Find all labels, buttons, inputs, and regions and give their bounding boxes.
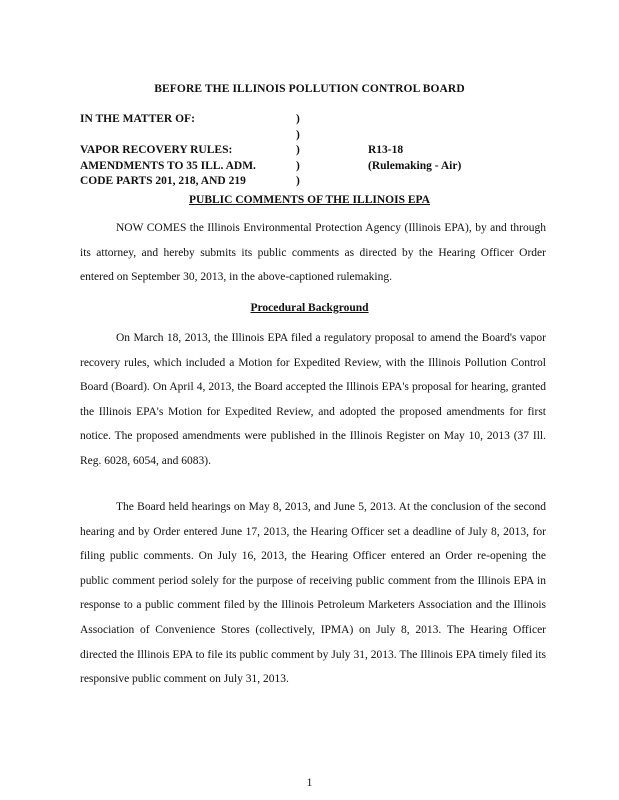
caption-paren: ): [296, 175, 300, 187]
caption-paren: ): [296, 128, 300, 141]
caption-left: VAPOR RECOVERY RULES:: [80, 144, 233, 156]
board-title: BEFORE THE ILLINOIS POLLUTION CONTROL BOARD: [154, 83, 465, 95]
page-number: 1: [306, 777, 313, 789]
paragraph: The Board held hearings on May 8, 2013, and June 5, 2013. At the conclusion of the second hearing and by Order entered June 17, 2013, the Hearing Officer set a deadline of July 8, 2013, for filing public comments. On July 16, 2013, the Hearing Officer entered an Order re-opening the public comment period solely for the purpose of receiving public comment from the Illinois EPA in response to a public comment filed by the Illinois Petroleum Marketers Association and the Illinois Association of Convenience Stores (collectively, IPMA) on July 8, 2013. The Hearing Officer directed the Illinois EPA to file its public comment by July 31, 2013. The Illinois EPA timely filed its responsive public comment on July 31, 2013.: [80, 501, 546, 686]
caption-row: [80, 128, 550, 144]
case-number: R13-18: [368, 144, 404, 156]
case-type: (Rulemaking - Air): [368, 159, 462, 172]
caption-row: [80, 112, 550, 128]
intro-paragraph: NOW COMES the Illinois Environmental Protection Agency (Illinois EPA), by and through its attorney, and hereby submits its public comments as directed by the Hearing Officer Order entered on September 30, 2013, in the above-captioned rulemaking.: [80, 222, 546, 284]
caption-paren: ): [296, 113, 300, 125]
caption-paren: ): [296, 144, 300, 156]
paragraph: On March 18, 2013, the Illinois EPA filed a regulatory proposal to amend the Board's vapor recovery rules, which included a Motion for Expedited Review, with the Illinois Pollution Control Board (Board). On April 4, 2013, the Board accepted the Illinois EPA's proposal for hearing, granted the Illinois EPA's Motion for Expedited Review, and adopted the proposed amendments for first notice. The proposed amendments were published in the Illinois Register on May 10, 2013 (37 Ill. Reg. 6028, 6054, and 6083).: [80, 332, 546, 467]
caption-row: [80, 159, 550, 175]
caption-row: [80, 174, 550, 190]
section-heading: Procedural Background: [250, 302, 369, 314]
caption-left: CODE PARTS 201, 218, AND 219: [80, 175, 246, 187]
caption-row: [80, 143, 550, 159]
document-title: PUBLIC COMMENTS OF THE ILLINOIS EPA: [188, 194, 430, 206]
caption-left: IN THE MATTER OF:: [80, 113, 195, 125]
case-caption: [80, 112, 550, 190]
caption-left: AMENDMENTS TO 35 ILL. ADM.: [80, 159, 256, 172]
caption-paren: ): [296, 159, 300, 172]
